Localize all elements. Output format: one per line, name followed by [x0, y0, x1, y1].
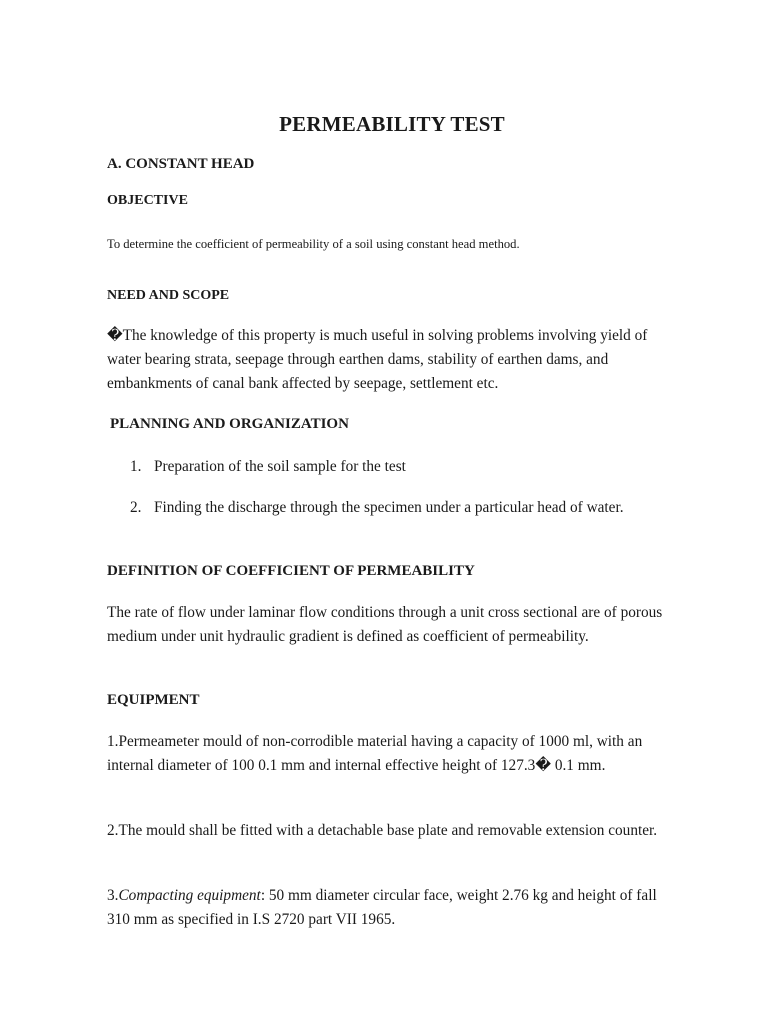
need-and-scope-text: �The knowledge of this property is much useful in solving problems involving yield of water bearing strata, seepage through earthen dams, stability of earthen dams, and embankments of canal bank affected by seepage, settlement etc. — [107, 327, 648, 392]
planning-list-item — [130, 455, 650, 479]
list-number: 1. — [130, 458, 142, 475]
equipment-item-3-number: 3. — [107, 887, 119, 904]
equipment-item-3-text: : 50 mm diameter circular face, weight 2.76 kg and height of fall 310 mm as specified in I.S 2720 part VII 1965. — [107, 887, 657, 928]
definition-heading: DEFINITION OF COEFFICIENT OF PERMEABILITY — [107, 563, 475, 579]
page-title: PERMEABILITY TEST — [279, 112, 505, 136]
section-constant-head-heading: A. CONSTANT HEAD — [107, 156, 255, 172]
planning-list-item — [130, 496, 652, 520]
list-item-text: Finding the discharge through the specimen under a particular head of water. — [154, 499, 624, 516]
equipment-item-3-label: Compacting equipment — [118, 887, 261, 904]
need-and-scope-heading: NEED AND SCOPE — [107, 288, 230, 303]
list-item-text: Preparation of the soil sample for the test — [154, 458, 406, 475]
equipment-item-2: 2.The mould shall be fitted with a detachable base plate and removable extension counter. — [107, 822, 658, 839]
equipment-heading: EQUIPMENT — [107, 692, 200, 708]
list-number: 2. — [130, 499, 142, 516]
definition-text: The rate of flow under laminar flow conditions through a unit cross sectional are of porous medium under unit hydraulic gradient is defined as coefficient of permeability. — [107, 604, 663, 645]
planning-heading: PLANNING AND ORGANIZATION — [110, 416, 349, 432]
equipment-item-3 — [107, 884, 682, 932]
objective-heading: OBJECTIVE — [107, 193, 188, 208]
objective-text: To determine the coefficient of permeability of a soil using constant head method. — [107, 237, 520, 251]
equipment-item-1: 1.Permeameter mould of non-corrodible material having a capacity of 1000 ml, with an internal diameter of 100 0.1 mm and internal effective height of 127.3� 0.1 mm. — [107, 733, 643, 774]
